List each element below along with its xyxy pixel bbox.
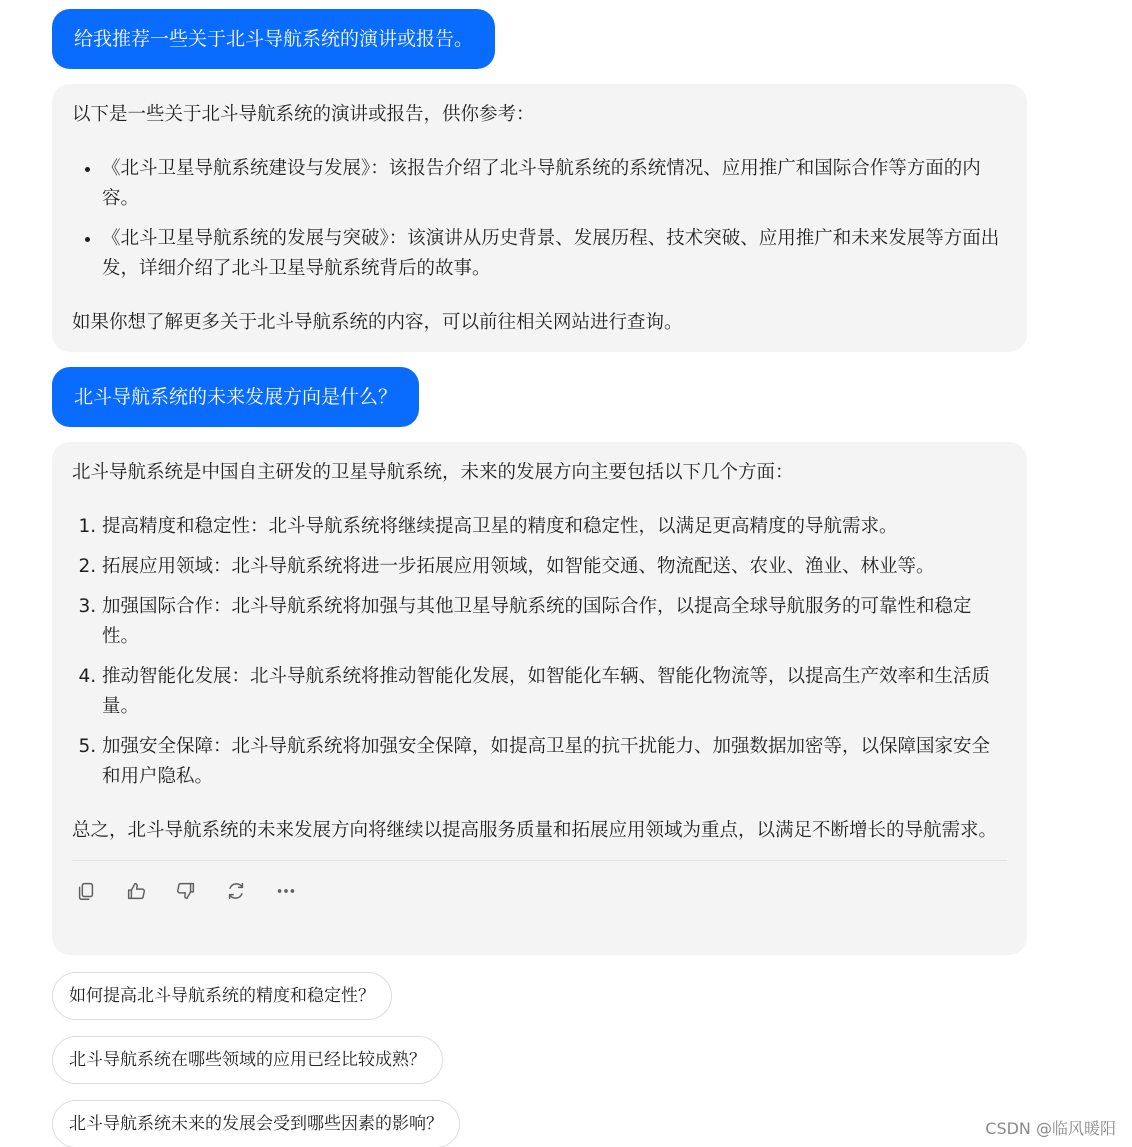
copy-icon[interactable] [74, 879, 98, 903]
assistant-reply-2 [52, 442, 1027, 955]
suggestion-text: 如何提高北斗导航系统的精度和稳定性？ [69, 986, 375, 1006]
list-item: 1. 提高精度和稳定性：北斗导航系统将继续提高卫星的精度和稳定性，以满足更高精度的导航需求。 [102, 512, 1007, 542]
reply-actions [72, 861, 1007, 907]
suggestion-chip-1[interactable] [52, 972, 392, 1020]
reply-outro: 如果你想了解更多关于北斗导航系统的内容，可以前往相关网站进行查询。 [72, 312, 683, 333]
more-icon[interactable] [274, 879, 298, 903]
reply-intro: 北斗导航系统是中国自主研发的卫星导航系统，未来的发展方向主要包括以下几个方面： [72, 462, 794, 483]
list-item: • 《北斗卫星导航系统建设与发展》：该报告介绍了北斗导航系统的系统情况、应用推广和国际合作等方面的内容。 [102, 154, 1007, 214]
regenerate-icon[interactable] [224, 879, 248, 903]
thumbs-up-icon[interactable] [124, 879, 148, 903]
suggestion-chip-3[interactable] [52, 1100, 460, 1147]
assistant-reply-1 [52, 84, 1027, 352]
list-item: 2. 拓展应用领域：北斗导航系统将进一步拓展应用领域，如智能交通、物流配送、农业、渔业、林业等。 [102, 552, 1007, 582]
list-item: 5. 加强安全保障：北斗导航系统将加强安全保障，如提高卫星的抗干扰能力、加强数据加密等，以保障国家安全和用户隐私。 [102, 732, 1007, 792]
suggestion-text: 北斗导航系统在哪些领域的应用已经比较成熟？ [69, 1050, 426, 1070]
thumbs-down-icon[interactable] [174, 879, 198, 903]
user-message-text: 给我推荐一些关于北斗导航系统的演讲或报告。 [74, 28, 474, 50]
list-item: • 《北斗卫星导航系统的发展与突破》：该演讲从历史背景、发展历程、技术突破、应用推广和未来发展等方面出发，详细介绍了北斗卫星导航系统背后的故事。 [102, 224, 1007, 284]
suggestion-text: 北斗导航系统未来的发展会受到哪些因素的影响？ [69, 1114, 443, 1134]
list-item: 3. 加强国际合作：北斗导航系统将加强与其他卫星导航系统的国际合作，以提高全球导航服务的可靠性和稳定性。 [102, 592, 1007, 652]
user-message-text: 北斗导航系统的未来发展方向是什么？ [74, 386, 398, 408]
user-message-1 [52, 9, 495, 69]
list-item: 4. 推动智能化发展：北斗导航系统将推动智能化发展，如智能化车辆、智能化物流等，以提高生产效率和生活质量。 [102, 662, 1007, 722]
recommendation-list [72, 154, 1007, 284]
reply-outro: 总之，北斗导航系统的未来发展方向将继续以提高服务质量和拓展应用领域为重点，以满足不断增长的导航需求。 [72, 820, 998, 841]
suggestion-chip-2[interactable] [52, 1036, 443, 1084]
user-message-2 [52, 367, 419, 427]
reply-intro: 以下是一些关于北斗导航系统的演讲或报告，供你参考： [72, 104, 535, 125]
watermark: CSDN @临风暖阳 [985, 1119, 1116, 1138]
direction-list [72, 512, 1007, 792]
